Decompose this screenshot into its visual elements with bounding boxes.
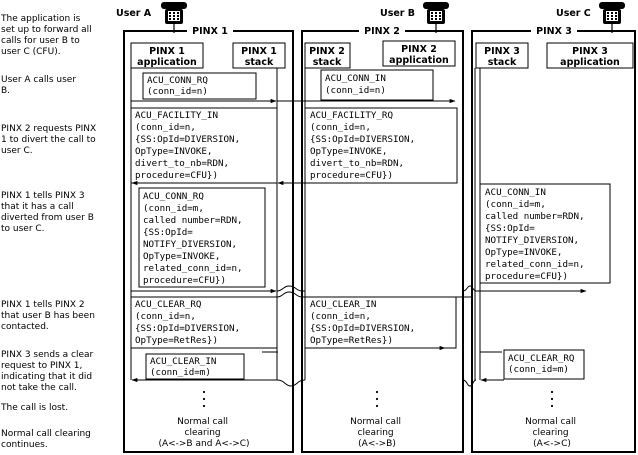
phone-icon-user-c: [599, 2, 625, 24]
continuation-dots: [203, 391, 553, 407]
svg-text:ACU_CLEAR_IN(conn_id=n,: ACU_CLEAR_IN (conn_id=n, {SS:OpId=DIVERSION, OpType=RetRes}): [310, 299, 416, 346]
msg-acu-clear-rq-2: [504, 350, 584, 379]
svg-text:PINX 1application: PINX 1 application: [137, 46, 197, 68]
notes-column: [0, 14, 99, 450]
svg-text:PINX 2stack: PINX 2 stack: [309, 46, 345, 68]
svg-text:PINX 2application: PINX 2 application: [389, 44, 449, 66]
msg-acu-clear-in-2: [146, 354, 244, 379]
msg-acu-facility-in: [131, 108, 277, 183]
note-tell-pinx2: PINX 1 tells PINX 2 that user B has been contacted.: [1, 300, 95, 332]
header-pinx1-application: [131, 43, 203, 68]
phone-icon-user-a: [161, 2, 187, 24]
msg-acu-conn-in-2: [480, 184, 610, 283]
svg-text:ACU_CLEAR_IN(conn_id=m): ACU_CLEAR_IN (conn_id=m): [150, 356, 217, 378]
pinx1-title: PINX 1: [192, 26, 228, 37]
msg-acu-clear-rq-1: [131, 297, 277, 348]
svg-text:ACU_CONN_RQ(conn_id=m, c: ACU_CONN_RQ (conn_id=m, called number=RDN, {SS:OpId= NOTIFY_DIVERSION, OpType=INVOKE, related_conn_id=n, procedure=CFU}): [143, 191, 243, 286]
ending-pinx1: Normal call clearing (A<->B and A<->C): [158, 417, 250, 449]
note-cfu-setup: The application is set up to forward all calls for user B to user C (CFU).: [1, 14, 92, 57]
phone-icon-user-b: [423, 2, 449, 24]
svg-text:ACU_FACILITY_IN(conn_id=n,: ACU_FACILITY_IN (conn_id=n, {SS:OpId=DIVERSION, OpType=INVOKE, divert_to_nb=RDN, procedure=CFU}): [135, 110, 241, 181]
svg-text:ACU_CONN_RQ(conn_id=n): ACU_CONN_RQ (conn_id=n): [147, 75, 208, 97]
note-clear-request: PINX 3 sends a clear request to PINX 1, indicating that it did not take the call.: [1, 350, 94, 393]
svg-text:ACU_CONN_IN(conn_id=m, c: ACU_CONN_IN (conn_id=m, called number=RDN, {SS:OpId= NOTIFY_DIVERSION, OpType=INVOKE, related_conn_id=n, procedure=CFU}): [485, 187, 585, 282]
ending-pinx2: Normal call clearing (A<->B): [350, 417, 402, 449]
user-b-label: User B: [380, 8, 416, 19]
msg-acu-facility-rq: [305, 108, 457, 183]
pinx3-title: PINX 3: [536, 26, 572, 37]
header-pinx3-stack: [476, 43, 528, 68]
svg-text:PINX 3application: PINX 3 application: [560, 46, 620, 68]
svg-text:ACU_FACILITY_RQ(conn_id=n,: ACU_FACILITY_RQ (conn_id=n, {SS:OpId=DIVERSION, OpType=INVOKE, divert_to_nb=RDN, procedure=CFU}): [310, 110, 416, 181]
svg-text:ACU_CONN_IN(conn_id=n): ACU_CONN_IN (conn_id=n): [325, 73, 386, 96]
note-divert-request: PINX 2 requests PINX 1 to divert the call to user C.: [1, 124, 97, 156]
msg-acu-conn-rq-2: [139, 188, 265, 287]
svg-text:ACU_CLEAR_RQ(conn_id=m): ACU_CLEAR_RQ (conn_id=m): [508, 353, 575, 375]
msg-acu-conn-in-1: [321, 70, 433, 100]
svg-text:ACU_CLEAR_RQ(conn_id=n,: ACU_CLEAR_RQ (conn_id=n, {SS:OpId=DIVERSION, OpType=RetRes}): [135, 299, 241, 346]
svg-text:PINX 3stack: PINX 3 stack: [484, 46, 520, 68]
note-normal-clearing: Normal call clearing continues.: [1, 429, 91, 450]
note-tell-pinx3: PINX 1 tells PINX 3 that it has a call diverted from user B to user C.: [1, 191, 94, 234]
note-call-lost: The call is lost.: [1, 403, 69, 413]
svg-text:PINX 1stack: PINX 1 stack: [241, 46, 277, 68]
ending-pinx3: Normal call clearing (A<->C): [525, 417, 577, 449]
msg-acu-conn-rq-1: [143, 73, 256, 99]
header-pinx1-stack: [233, 43, 285, 68]
msg-acu-clear-in-1: [305, 297, 456, 348]
pinx2-title: PINX 2: [364, 26, 400, 37]
note-user-a-calls: User A calls user B.: [1, 75, 77, 96]
header-pinx3-application: [547, 43, 633, 68]
header-pinx2-stack: [305, 43, 350, 68]
header-pinx2-application: [383, 41, 455, 66]
user-a-label: User A: [116, 8, 152, 19]
user-c-label: User C: [556, 8, 591, 19]
